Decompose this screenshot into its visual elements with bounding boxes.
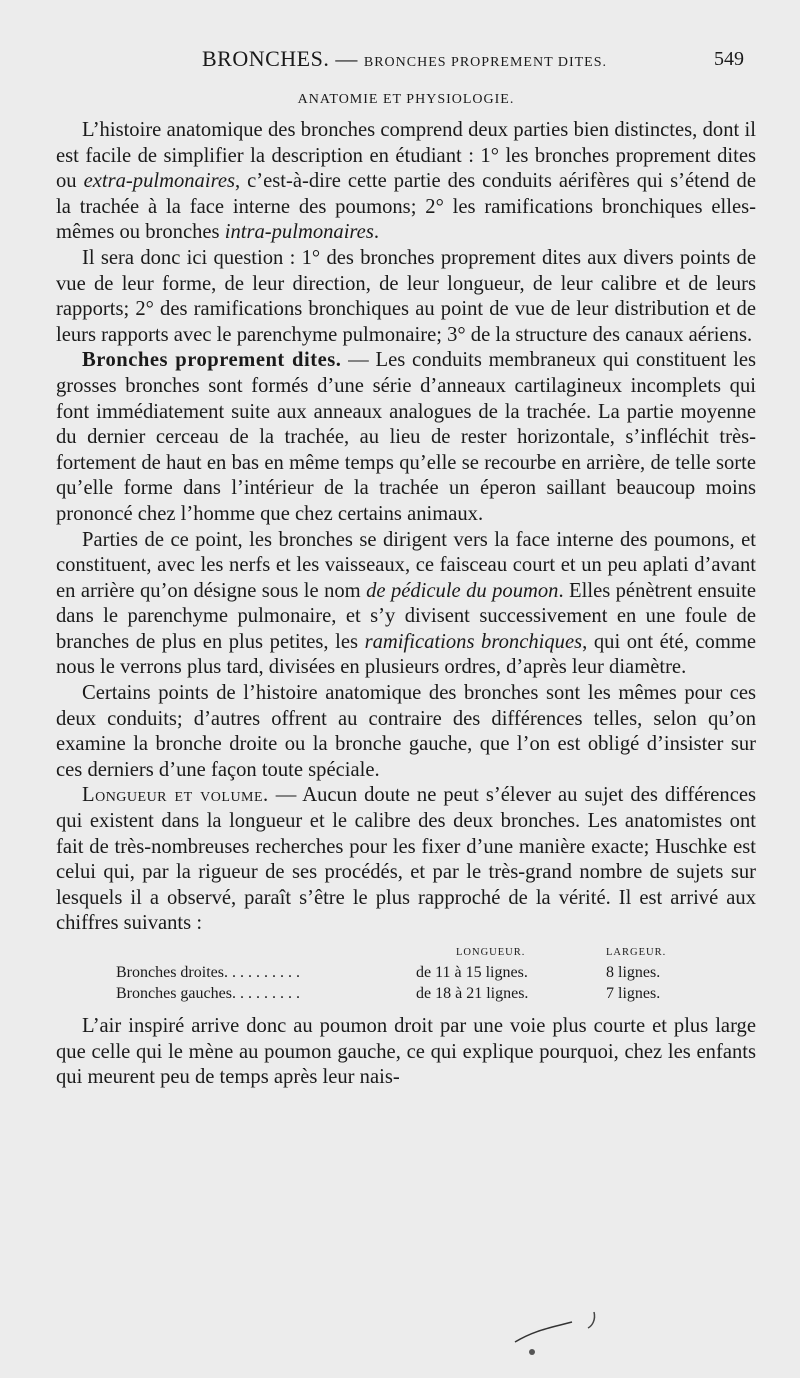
running-title-main: BRONCHES. [202, 46, 330, 71]
paragraph-6 [56, 783, 756, 937]
paragraph-4-text-a: Parties de ce point, les bronches se dirigent vers la face interne des poumons, et constituent, avec les nerfs et les vaisseaux, ce faisceau court et un peu aplati d’avant en arrière qu’on désigne sous le nom [56, 528, 756, 602]
table-cell-width: 7 lignes. [606, 985, 661, 1002]
measurements-table [116, 947, 736, 1004]
table-cell-label: Bronches gauches. . . . . . . . . [116, 985, 300, 1002]
term-pedicule-du-poumon: de pédicule du poumon [366, 579, 559, 602]
paragraph-2: Il sera donc ici question : 1° des bronches proprement dites aux divers points de vue de leur forme, de leur direction, de leur longueur, de leur calibre et de leurs rapports; 2° des ramifications bronchiques au point de vue de leur distribution et de leurs rapports avec le parenchyme pulmonaire; 3° de la structure des canaux aériens. [56, 246, 756, 346]
table-cell-width: 8 lignes. [606, 964, 661, 981]
paragraph-3 [56, 348, 756, 527]
subsection-heading-bronches: Bronches proprement dites. [82, 349, 342, 372]
paragraph-3-text: — Les conduits membraneux qui constituent les grosses bronches sont formés d’une série d’anneaux cartilagineux incomplets qui font immédiatement suite aux anneaux analogues de la trachée. La partie moyenne du dernier cerceau de la trachée, au lieu de rester horizontale, s’infléchit très-fortement de haut en bas en même temps qu’elle se recourbe en arrière, de telle sorte qu’elle forme dans l’intérieur de la trachée un éperon saillant beaucoup moins prononcé chez l’homme que chez certains animaux. [56, 349, 757, 525]
paragraph-1-text-c: . [373, 221, 379, 244]
ink-mark-icon [510, 1300, 600, 1360]
table-cell-label: Bronches droites. . . . . . . . . . [116, 964, 300, 981]
paragraph-5: Certains points de l’histoire anatomique des bronches sont les mêmes pour ces deux conduits; d’autres offrent au contraire des différences telles, selon qu’on examine la bronche droite ou la bronche gauche, que l’on est obligé d’insister sur ces derniers d’une façon toute spéciale. [56, 682, 756, 781]
paragraph-7: L’air inspiré arrive donc au poumon droit par une voie plus courte et plus large que celle qui le mène au poumon gauche, ce qui explique pourquoi, chez les enfants qui meurent peu de temps après leur nais- [56, 1015, 756, 1089]
term-intra-pulmonaires: intra-pulmonaires [224, 221, 374, 244]
paragraph-1 [56, 118, 756, 246]
running-header [56, 40, 756, 80]
table-row [116, 962, 736, 983]
running-title [202, 46, 607, 72]
section-heading: ANATOMIE ET PHYSIOLOGIE. [297, 92, 515, 107]
paragraph-4-text-c: , qui ont été, comme nous le verrons plus tard, divisées en plusieurs ordres, d’après leur diamètre. [56, 630, 757, 679]
term-extra-pulmonaires: extra-pulmonaires [83, 170, 235, 193]
subsection-heading-longueur: Longueur et volume. [82, 784, 269, 807]
page-number: 549 [714, 48, 744, 70]
table-cell-length: de 11 à 15 lignes. [416, 964, 528, 981]
paragraph-1-text-b: , c’est-à-dire cette partie des conduits aérifères qui s’étend de la trachée à la face interne des poumons; 2° les ramifications bronchiques elles-mêmes ou bronches [56, 170, 756, 244]
paragraph-6-text: — Aucun doute ne peut s’élever au sujet des différences qui existent dans la longueur et le calibre des deux bronches. Les anatomistes ont fait de très-nombreuses recherches pour les fixer d’une manière exacte; Huschke est celui qui, par la rigueur de ses procédés, et par le très-grand nombre de sujets sur lesquels il a observé, paraît s’être le plus rapproché de la vérité. Il est arrivé aux chiffres suivants : [56, 784, 756, 935]
table-row [116, 983, 736, 1004]
table-cell-length: de 18 à 21 lignes. [416, 985, 529, 1002]
term-ramifications-bronchiques: ramifications bronchiques [364, 630, 583, 653]
table-header-longueur: LONGUEUR. [456, 947, 526, 958]
table-header-largeur: LARGEUR. [606, 947, 667, 958]
table-header-blank [116, 947, 416, 958]
running-title-sub: BRONCHES PROPREMENT DITES. [363, 55, 608, 70]
paragraph-4 [56, 528, 756, 682]
paragraph-4-text-b: . Elles pénètrent ensuite dans le parenchyme pulmonaire, et s’y divisent successivement en une foule de branches de plus en plus petites, les [56, 579, 756, 653]
table-header-row [116, 947, 736, 958]
paragraph-1-text-a: L’histoire anatomique des bronches comprend deux parties bien distinctes, dont il est facile de simplifier la description en étudiant : 1° les bronches proprement dites ou [56, 119, 756, 193]
running-title-dash: — [329, 46, 364, 71]
